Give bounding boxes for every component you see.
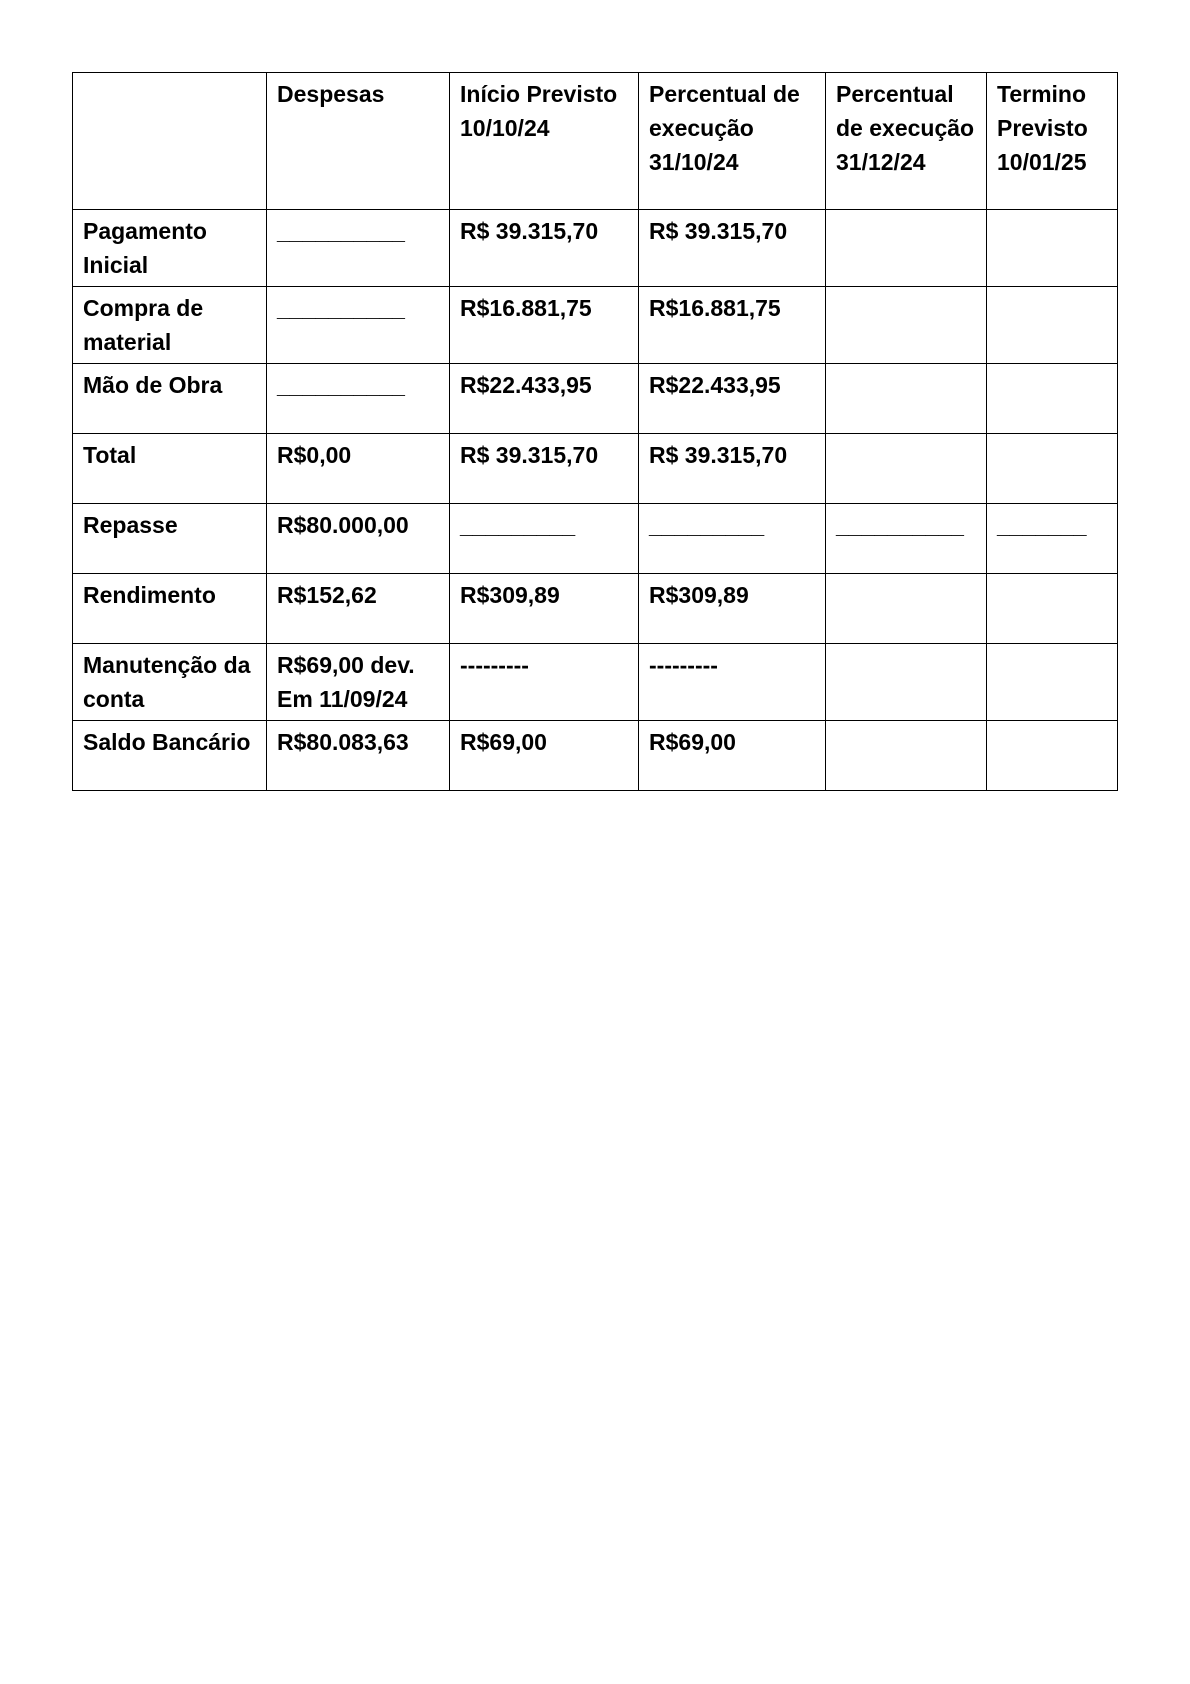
table-cell: __________: [267, 287, 450, 364]
header-cell-empty: [73, 73, 267, 210]
table-cell: [826, 434, 987, 504]
row-label: Pagamento Inicial: [73, 210, 267, 287]
row-label: Saldo Bancário: [73, 721, 267, 791]
table-row: [73, 504, 1118, 574]
row-label: Manutenção da conta: [73, 644, 267, 721]
table-cell: [987, 721, 1118, 791]
header-cell-termino-previsto: Termino Previsto 10/01/25: [987, 73, 1118, 210]
header-cell-percentual-31-12: Percentual de execução 31/12/24: [826, 73, 987, 210]
table-row: [73, 210, 1118, 287]
table-cell: R$80.000,00: [267, 504, 450, 574]
table-cell: [987, 287, 1118, 364]
table-cell: [987, 574, 1118, 644]
row-label: Total: [73, 434, 267, 504]
table-cell: [987, 210, 1118, 287]
table-row: [73, 574, 1118, 644]
table-cell: R$309,89: [639, 574, 826, 644]
table-cell: [987, 644, 1118, 721]
table-cell: _________: [639, 504, 826, 574]
table-cell: ---------: [639, 644, 826, 721]
table-header-row: [73, 73, 1118, 210]
table-cell: R$ 39.315,70: [450, 210, 639, 287]
row-label: Mão de Obra: [73, 364, 267, 434]
table-cell: R$16.881,75: [450, 287, 639, 364]
table-cell: [826, 287, 987, 364]
header-cell-inicio-previsto: Início Previsto 10/10/24: [450, 73, 639, 210]
header-cell-percentual-31-10: Percentual de execução 31/10/24: [639, 73, 826, 210]
table-cell: [987, 364, 1118, 434]
table-row: [73, 434, 1118, 504]
table-cell: R$ 39.315,70: [450, 434, 639, 504]
table-cell: R$22.433,95: [450, 364, 639, 434]
table-cell: [987, 434, 1118, 504]
table-cell: R$309,89: [450, 574, 639, 644]
table-cell: R$22.433,95: [639, 364, 826, 434]
row-label: Compra de material: [73, 287, 267, 364]
table-cell: R$0,00: [267, 434, 450, 504]
table-row: [73, 644, 1118, 721]
table-cell: R$80.083,63: [267, 721, 450, 791]
table-cell: R$ 39.315,70: [639, 210, 826, 287]
table-cell: R$152,62: [267, 574, 450, 644]
table-cell: [826, 210, 987, 287]
budget-table: [72, 72, 1118, 791]
table-cell: R$69,00 dev. Em 11/09/24: [267, 644, 450, 721]
row-label: Repasse: [73, 504, 267, 574]
table-cell: __________: [826, 504, 987, 574]
table-cell: [826, 644, 987, 721]
table-cell: [826, 364, 987, 434]
table-cell: _________: [450, 504, 639, 574]
table-row: [73, 721, 1118, 791]
table-cell: [826, 574, 987, 644]
table-cell: [826, 721, 987, 791]
header-cell-despesas: Despesas: [267, 73, 450, 210]
table-cell: __________: [267, 210, 450, 287]
table-cell: ---------: [450, 644, 639, 721]
table-row: [73, 287, 1118, 364]
table-cell: R$69,00: [450, 721, 639, 791]
row-label: Rendimento: [73, 574, 267, 644]
table-cell: R$ 39.315,70: [639, 434, 826, 504]
table-cell: R$69,00: [639, 721, 826, 791]
table-cell: _______: [987, 504, 1118, 574]
table-cell: __________: [267, 364, 450, 434]
table-row: [73, 364, 1118, 434]
table-cell: R$16.881,75: [639, 287, 826, 364]
